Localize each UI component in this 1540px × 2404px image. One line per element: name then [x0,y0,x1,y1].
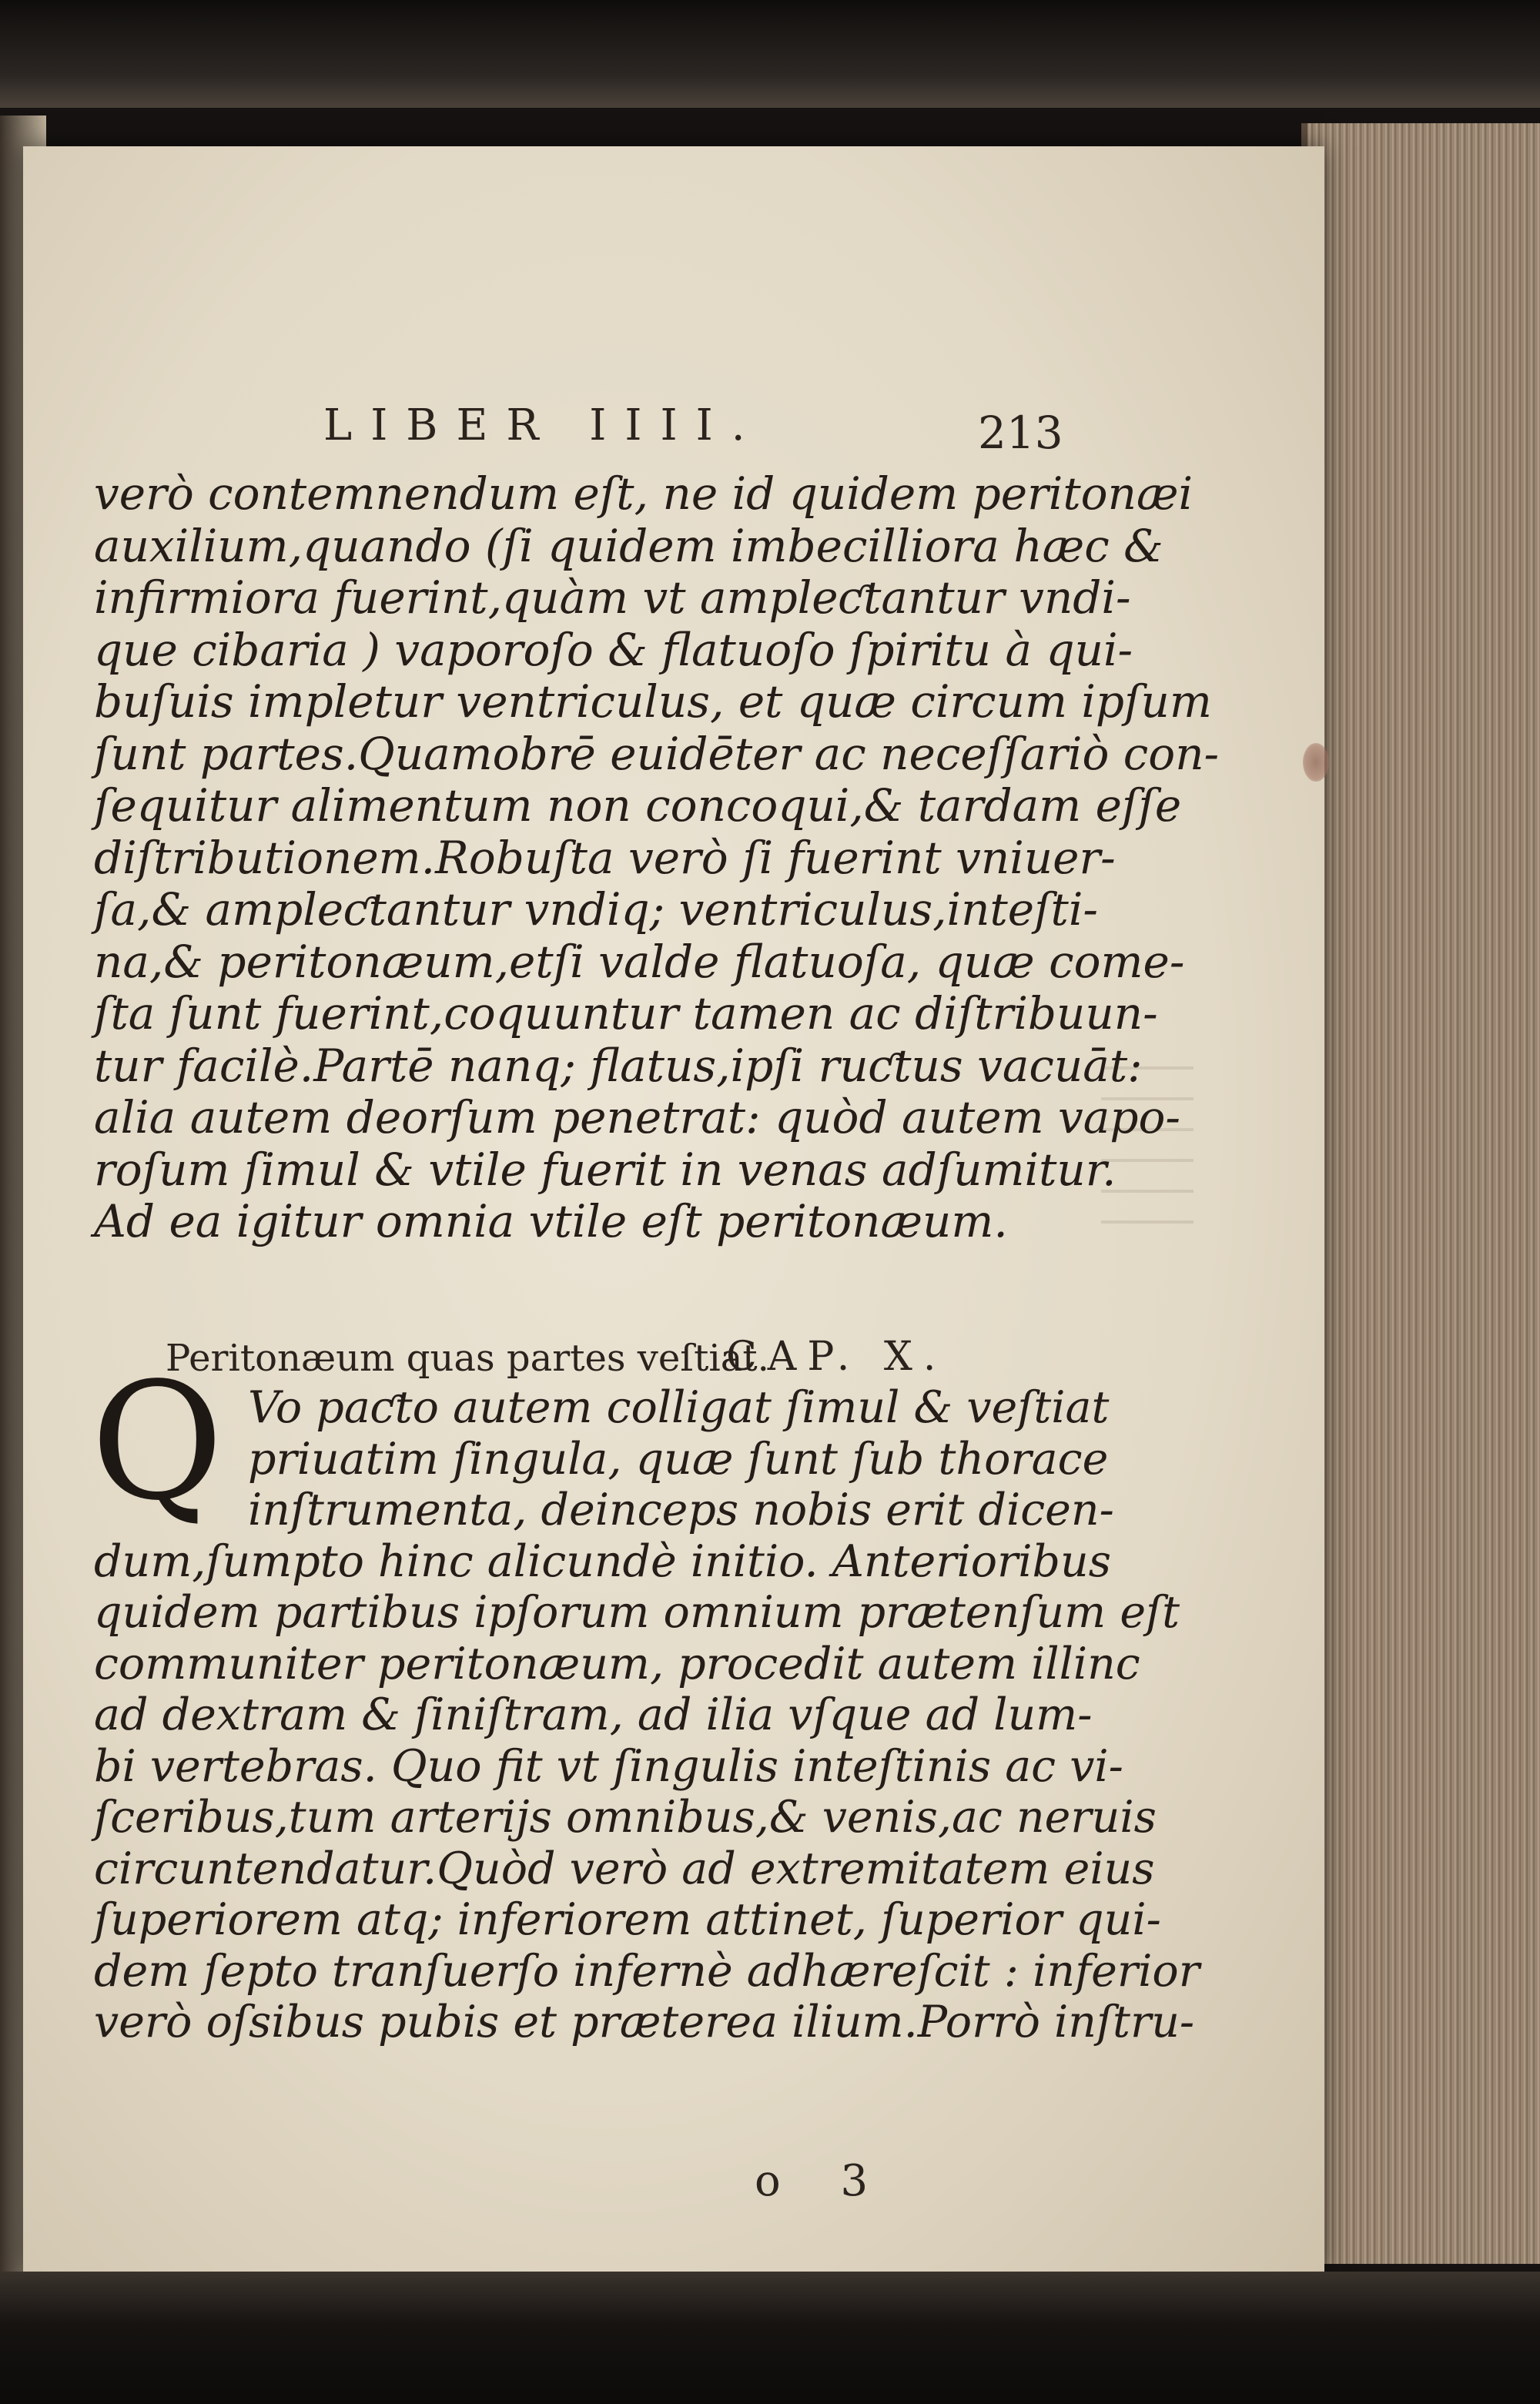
text-line: auxilium,quando (ſi quidem imbecilliora hæc & [94,519,1163,572]
page-number: 213 [978,407,1063,459]
text-line: priuatim ſingula, quæ ſunt ſub thorace [248,1433,1109,1485]
drop-cap-letter: Q [91,1348,224,1536]
page-header [23,400,1324,459]
text-line: ſuperiorem atq; inferiorem attinet, ſuperior qui- [94,1894,1161,1945]
text-line: dem ſepto tranſuerſo infernè adhæreſcit : inferior [94,1945,1200,1997]
text-line: tur facilè.Partē nanq; flatus,ipſi ruƈtus vacuāt: [94,1039,1143,1092]
main-text-block [94,467,1220,1248]
text-line: inſtrumenta, deinceps nobis erit dicen- [248,1485,1114,1535]
text-line: Ad ea igitur omnia vtile eſt peritonæum. [94,1195,1008,1247]
running-title: LIBER IIII. [323,400,764,450]
bottom-background [0,2272,1540,2404]
text-line: infirmiora fuerint,quàm vt ampleƈtantur vndi- [94,571,1131,624]
text-line: que cibaria ) vaporoſo & flatuoſo ſpiritu à qui- [94,623,1133,676]
text-line: ad dextram & ſiniſtram, ad ilia vſque ad lum- [94,1689,1093,1740]
text-line: alia autem deorſum penetrat: quòd autem vapo- [94,1091,1181,1143]
text-line: roſum ſimul & vtile fuerit in venas adſumitur. [94,1143,1116,1196]
text-line: ſta ſunt fuerint,coquuntur tamen ac diſtribuun- [94,987,1158,1040]
text-line: ſequitur alimentum non concoqui,& tardam eſſe [94,779,1182,832]
caption-title: Peritonæum quas partes veſtiat. [166,1337,769,1380]
text-line: circuntendatur.Quòd verò ad extremitatem eius [94,1843,1155,1894]
book-fore-edge [1301,123,1540,2264]
text-line: ſunt partes.Quamobrē euidēter ac neceſſariò con- [94,727,1220,780]
text-line: ſa,& ampleƈtantur vndiq; ventriculus,inteſti- [94,883,1099,936]
ink-stain [1303,743,1329,782]
text-line: diſtributionem.Robuſta verò ſi fuerint vniuer- [94,831,1116,884]
signature-mark: o 3 [755,2156,892,2206]
chapter-number: CAP. X. [726,1334,947,1380]
text-line: quidem partibus ipſorum omnium prætenſum eſt [94,1587,1180,1638]
text-line: verò contemnendum eſt, ne id quidem peritonæi [94,467,1194,520]
text-line: buſuis impletur ventriculus, et quæ circum ipſum [94,675,1212,728]
text-line: na,& peritonæum,etſi valde flatuoſa, quæ come- [94,935,1185,988]
text-line: ſceribus,tum arterijs omnibus,& venis,ac neruis [94,1792,1157,1843]
chapter-caption [166,1331,1020,1384]
text-line: communiter peritonæum, procedit autem illinc [94,1638,1140,1689]
text-line: Vo paƈto autem colligat ſimul & veſtiat [248,1382,1110,1433]
book-page [23,146,1324,2272]
chapter-text-block [94,1382,1200,2048]
text-line: verò oſsibus pubis et præterea ilium.Porrò inſtru- [94,1997,1195,2047]
top-background [0,0,1540,108]
text-line: dum,ſumpto hinc alicundè initio. Anterioribus [94,1535,1111,1587]
text-line: bi vertebras. Quo fit vt ſingulis inteſtinis ac vi- [94,1740,1123,1792]
